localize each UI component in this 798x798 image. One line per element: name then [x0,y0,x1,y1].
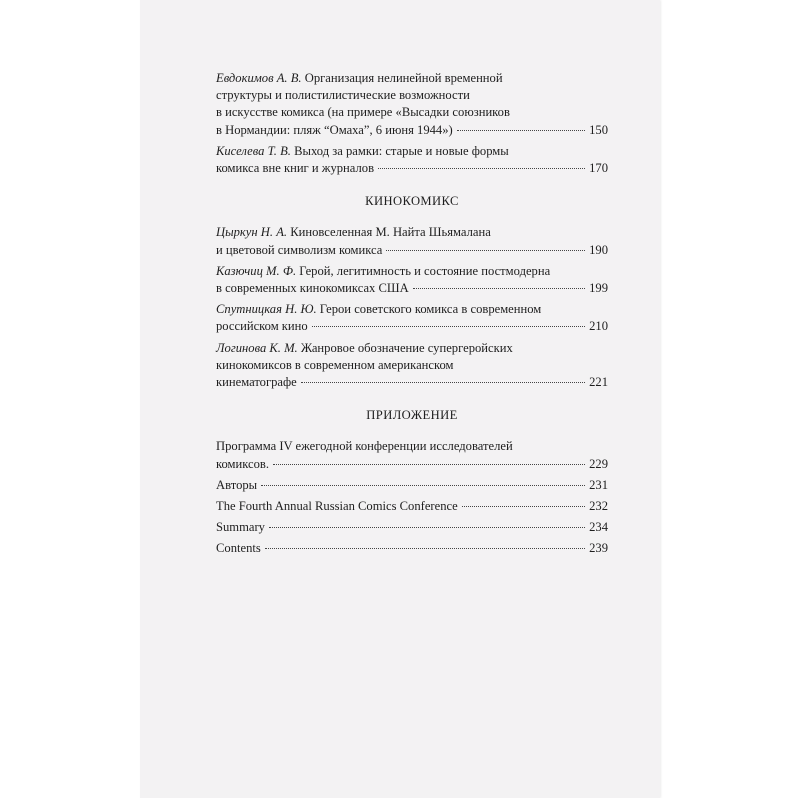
toc-title-part: Жанровое обозначение супергеройских [300,340,513,355]
toc-entry-line: кинокомиксов в современном американском [216,357,454,372]
toc-entry-first-line [216,224,608,241]
dot-leader [462,506,585,507]
section-heading-kinokomiks: КИНОКОМИКС [365,194,459,209]
dot-leader [457,130,585,131]
toc-entry-last-line [216,318,608,335]
toc-entry-avtory[interactable] [216,477,608,494]
toc-entry-first-line [216,70,608,87]
toc-entry-summary[interactable] [216,519,608,536]
toc-entry-first-line [216,340,608,357]
dot-leader [273,464,585,465]
toc-entry-last-line [216,477,608,494]
toc-page-number: 221 [589,375,608,390]
toc-entry-first-line [216,263,608,280]
toc-entry-last-line [216,160,608,177]
toc-author: Евдокимов А. В. [216,71,302,85]
toc-entry-last-line [216,280,608,297]
dot-leader [312,326,585,327]
toc-entry-first-line [216,143,608,160]
toc-entry-kiseleva[interactable] [216,143,608,177]
toc-page-number: 231 [589,477,608,492]
toc-title-part: комикса вне книг и журналов [216,161,375,176]
toc-page-number: 170 [589,161,608,176]
toc-page-number: 210 [589,319,608,334]
toc-title-part: Герой, легитимность и состояние постмодерна [299,263,551,278]
toc-page-number: 150 [589,122,608,137]
toc-title-part: Организация нелинейной временной [304,71,503,85]
toc-entry-last-line [216,374,608,391]
toc-entry-last-line [216,456,608,473]
dot-leader [301,382,585,383]
toc-title-part: в современных кинокомиксах США [216,281,409,296]
toc-entry-contents[interactable] [216,540,608,557]
toc-author: Киселева Т. В. [216,143,291,158]
toc-title-part: в Нормандии: пляж “Омаха”, 6 июня 1944») [216,122,453,137]
dot-leader [261,485,585,486]
toc-author: Логинова К. М. [216,340,298,355]
toc-entry-tsyrkun[interactable] [216,224,608,258]
toc-author: Спутницкая Н. Ю. [216,302,317,317]
toc-page-number: 234 [589,520,608,535]
toc-entry-last-line [216,498,608,515]
toc-entry-last-line [216,242,608,259]
dot-leader [269,527,585,528]
toc-title-part: Contents [216,541,261,556]
toc-entry-first-line [216,301,608,318]
toc-entry-sputnitskaya[interactable] [216,301,608,335]
toc-title-part: комиксов. [216,456,270,471]
toc-title-part: и цветовой символизм комикса [216,242,383,257]
dot-leader [386,250,585,251]
toc-entry-kazyuchits[interactable] [216,263,608,297]
toc-entry-loginova[interactable] [216,340,608,392]
toc-page-number: 229 [589,456,608,471]
toc-entry-conference[interactable] [216,498,608,515]
toc-entry-last-line [216,122,608,139]
toc-title-part: Выход за рамки: старые и новые формы [294,143,509,158]
toc-page-number: 232 [589,499,608,514]
toc-entry-first-line: Программа IV ежегодной конференции исследователей [216,439,513,454]
toc-title-part: Герои советского комикса в современном [319,302,542,317]
toc-entry-line: в искусстве комикса (на примере «Высадки союзников [216,105,510,120]
toc-page-number: 199 [589,281,608,296]
toc-title-part: The Fourth Annual Russian Comics Conference [216,499,458,514]
toc-entry-line: структуры и полистилистические возможности [216,88,470,103]
toc-entry-programma[interactable] [216,438,608,472]
toc-title-part: Авторы [216,477,258,492]
dot-leader [265,548,585,549]
toc-page-number: 239 [589,541,608,556]
toc-author: Цыркун Н. А. [216,225,288,240]
toc-title-part: Summary [216,520,265,535]
toc-page-number: 190 [589,242,608,257]
toc-title-part: кинематографе [216,375,297,390]
section-heading-prilozhenie: ПРИЛОЖЕНИЕ [366,408,458,423]
toc-entry-evdokimov[interactable] [216,70,608,139]
toc-title-part: Киновселенная М. Найта Шьямалана [290,225,491,240]
dot-leader [413,288,585,289]
toc-author: Казючиц М. Ф. [216,263,297,278]
dot-leader [378,168,585,169]
toc-entry-last-line [216,540,608,557]
table-of-contents [216,70,608,558]
toc-entry-last-line [216,519,608,536]
toc-title-part: российском кино [216,319,308,334]
